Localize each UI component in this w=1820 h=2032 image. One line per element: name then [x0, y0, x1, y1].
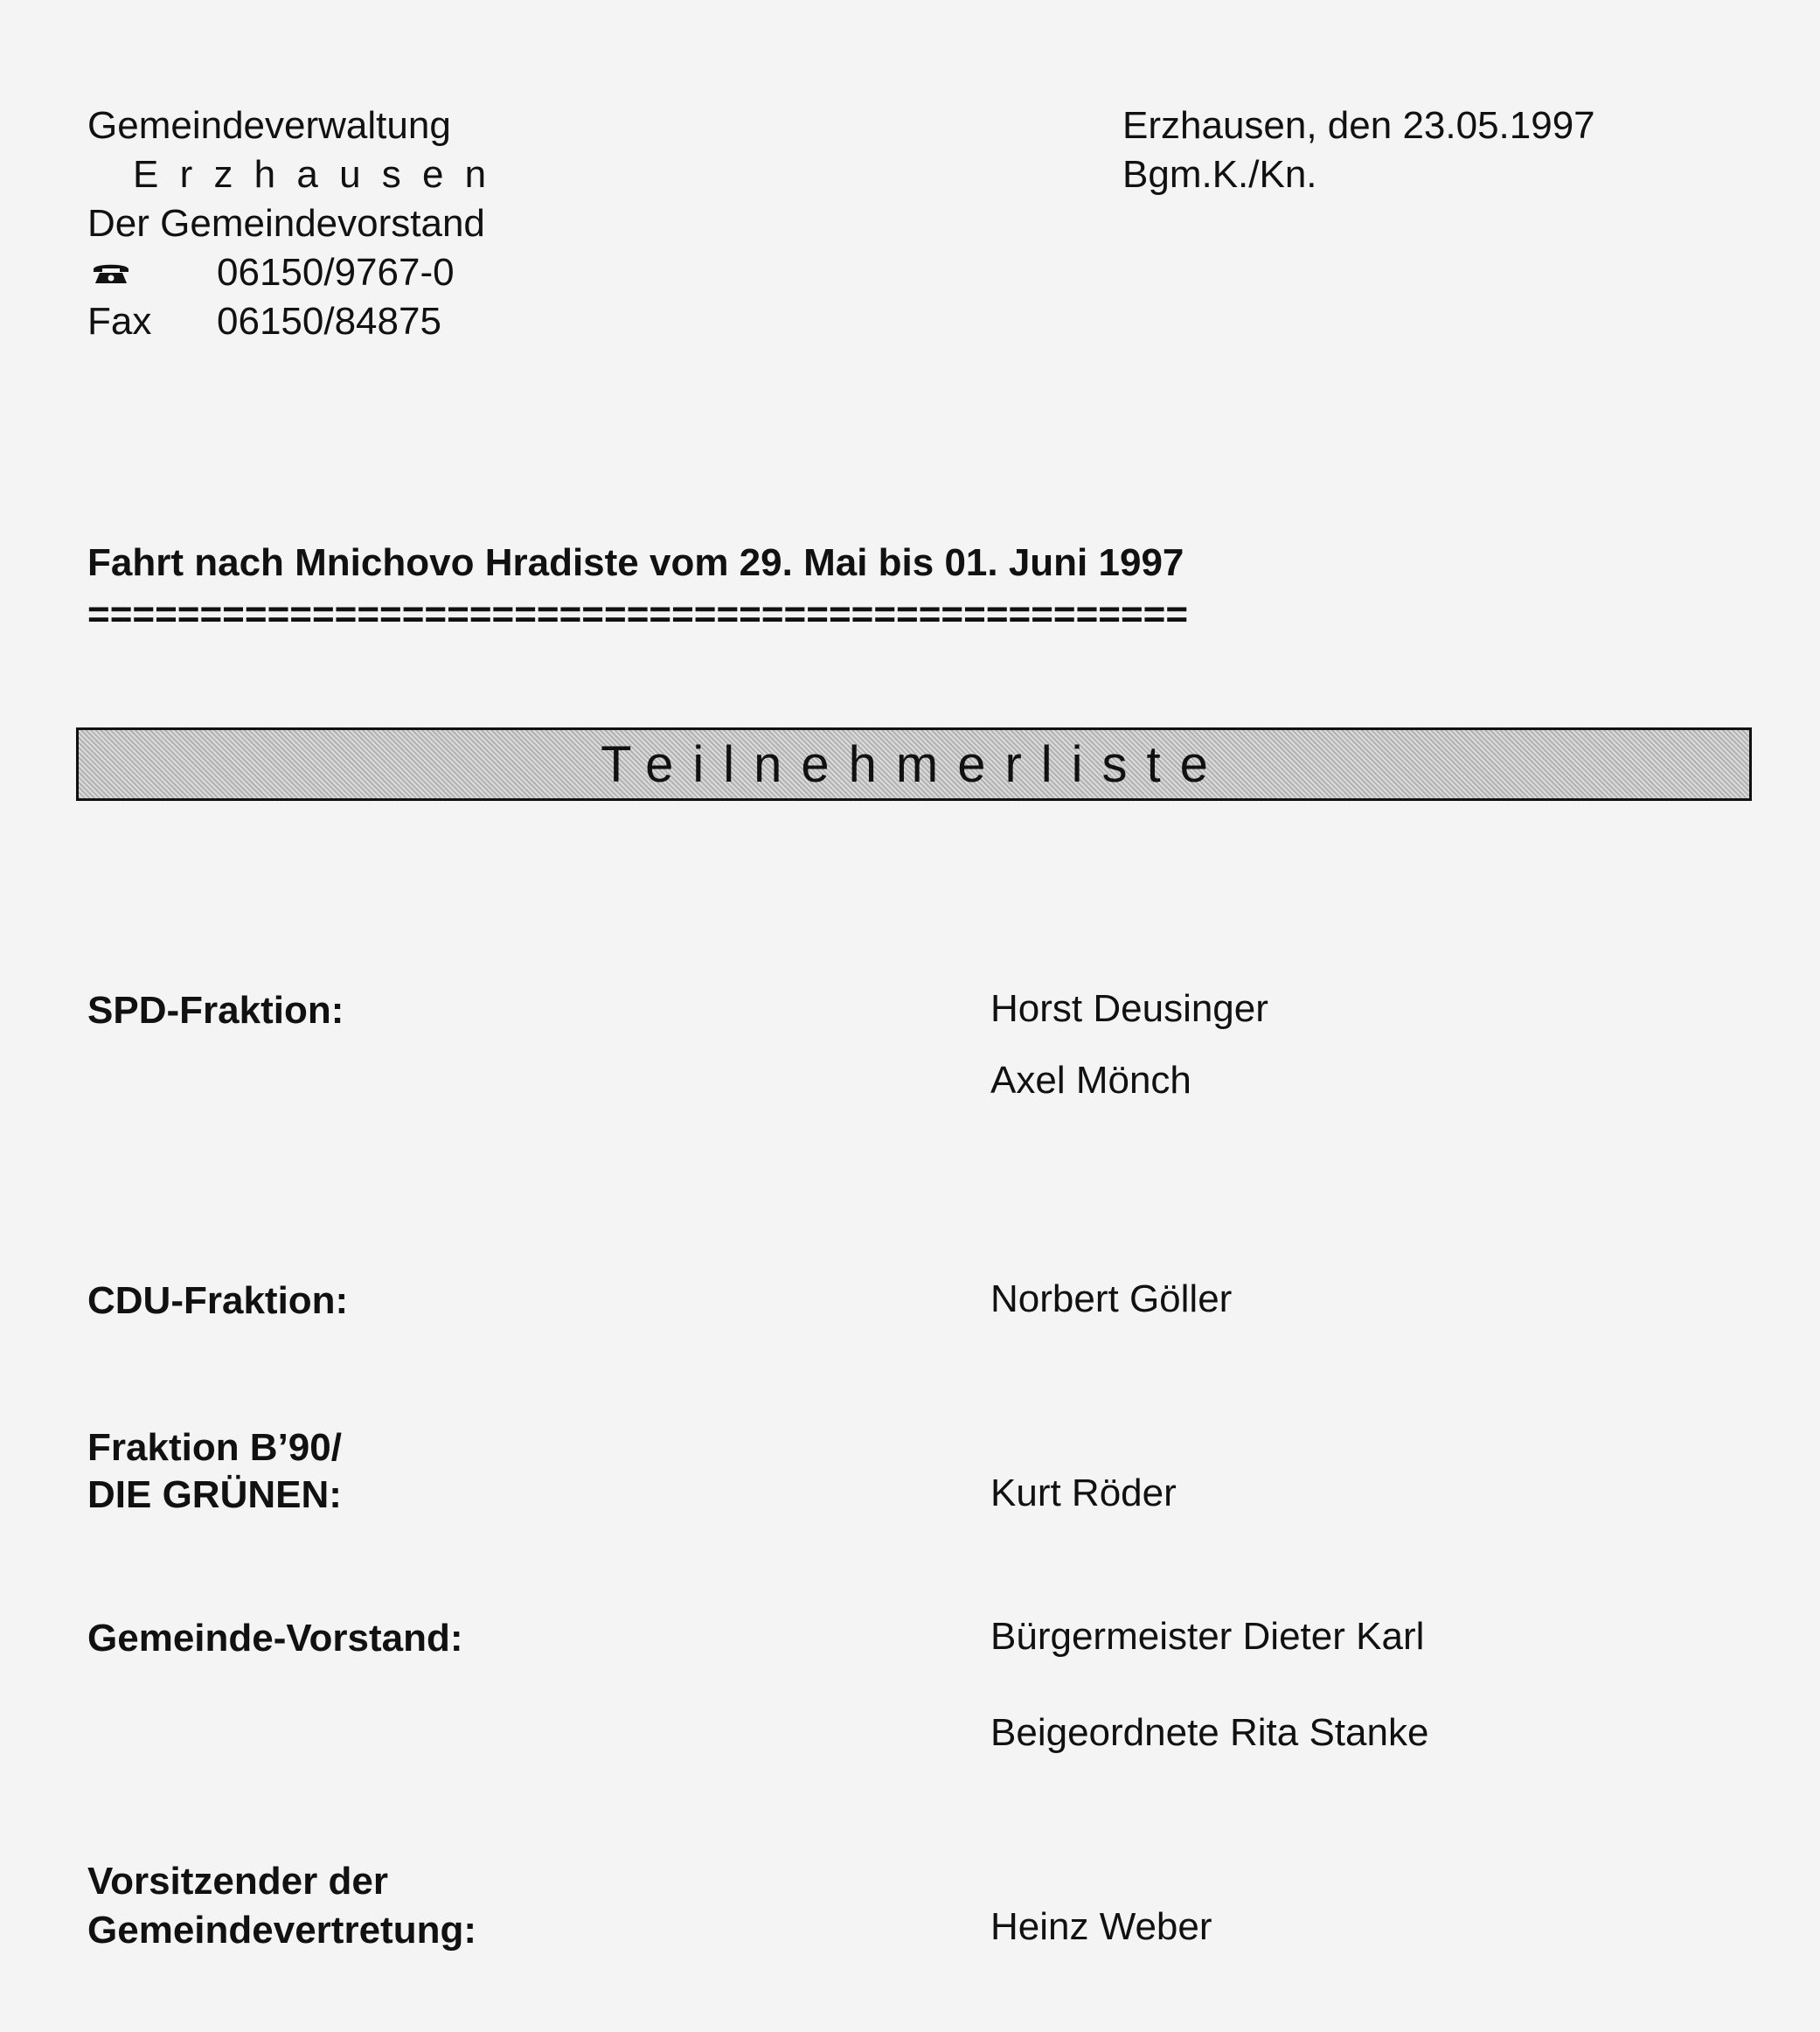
group-label-vorsitz-line2: Gemeindevertretung: [87, 1909, 476, 1952]
member-name: Bürgermeister Dieter Karl [990, 1615, 1425, 1658]
phone-number: 06150/9767-0 [217, 251, 455, 294]
letterhead-org: Gemeindeverwaltung [87, 104, 451, 147]
group-label-vorsitz-line1: Vorsitzender der [87, 1860, 388, 1903]
group-label-cdu: CDU-Fraktion: [87, 1279, 349, 1322]
participant-list-banner [76, 727, 1752, 801]
letterhead-dept: Der Gemeindevorstand [87, 202, 485, 245]
member-name: Horst Deusinger [990, 987, 1268, 1030]
group-label-gruene-line2: DIE GRÜNEN: [87, 1473, 342, 1516]
subject-underline: ================================================= [87, 593, 1189, 636]
member-name: Norbert Göller [990, 1277, 1233, 1320]
member-name: Axel Mönch [990, 1059, 1191, 1102]
member-name: Beigeordnete Rita Stanke [990, 1711, 1429, 1754]
fax-label: Fax [87, 300, 152, 343]
letterhead-town: E r z h a u s e n [133, 153, 492, 196]
member-name: Kurt Röder [990, 1472, 1177, 1514]
member-name: Heinz Weber [990, 1905, 1212, 1948]
group-label-spd: SPD-Fraktion: [87, 989, 344, 1032]
subject-title: Fahrt nach Mnichovo Hradiste vom 29. Mai bis 01. Juni 1997 [87, 541, 1184, 584]
group-label-gruene-line1: Fraktion B’90/ [87, 1426, 342, 1469]
group-label-vorstand: Gemeinde-Vorstand: [87, 1617, 463, 1660]
fax-number: 06150/84875 [217, 300, 441, 343]
banner-title: Teilnehmerliste [601, 735, 1227, 793]
date-line: Erzhausen, den 23.05.1997 [1122, 104, 1595, 147]
telephone-icon [91, 261, 131, 289]
reference-code: Bgm.K./Kn. [1122, 153, 1317, 196]
